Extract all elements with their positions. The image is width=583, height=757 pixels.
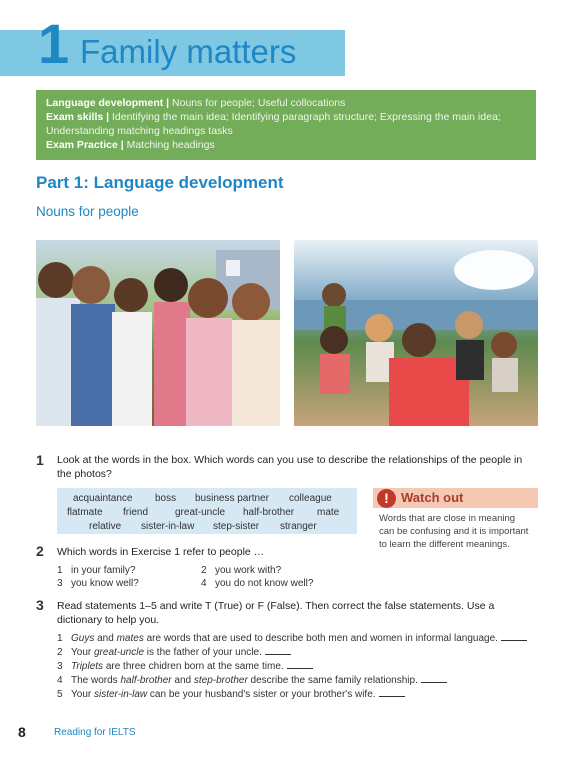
friends-photo-image [294,240,538,426]
word-box-item: flatmate [67,507,103,518]
watch-out-header [373,488,538,508]
overview-line-skills: Exam skills | Identifying the main idea; Identifying paragraph structure; Expressing the main idea; Understanding matching headings tasks [46,111,501,137]
word-box-item: colleague [289,493,332,504]
section-title: Nouns for people [36,204,139,219]
word-box-item: mate [317,507,340,518]
exercise-1-instructions: Look at the words in the box. Which words can you use to describe the relationships of the people in the photos? [57,454,523,480]
word-box-item: relative [89,521,122,532]
exercise-2-number: 2 [36,543,44,559]
answer-blank[interactable] [287,661,313,669]
unit-title: Family matters [80,33,297,70]
overview-line-language: Language development | Nouns for people; Useful collocations [46,97,346,109]
answer-blank[interactable] [265,647,291,655]
exercise-3-item: 3 Triplets are three chidren born at the same time. [57,661,313,672]
exercise-3-item: 4 The words half-brother and step-brother describe the same family relationship. [57,675,447,686]
overview-line-practice: Exam Practice | Matching headings [46,139,215,151]
exercise-3-instructions: Read statements 1–5 and write T (True) or F (False). Then correct the false statements. Use a dictionary to help you. [57,600,495,626]
family-photo-image [36,240,280,426]
family-photo [36,240,280,426]
answer-blank[interactable] [379,689,405,697]
answer-blank[interactable] [501,633,527,641]
watch-out-box [373,488,538,555]
exercise-2-item: 4 you do not know well? [201,578,314,589]
word-box-item: stranger [280,521,317,532]
part-title: Part 1: Language development [36,173,284,192]
page-number: 8 [18,724,26,740]
watch-out-title: Watch out [401,490,464,505]
unit-overview [36,90,536,160]
word-box [57,488,357,534]
exclamation-icon: ! [377,489,396,508]
word-box-item: boss [155,493,177,504]
exercise-1-number: 1 [36,452,44,468]
answer-blank[interactable] [421,675,447,683]
exercise-3-item: 5 Your sister-in-law can be your husband's sister or your brother's wife. [57,689,405,700]
unit-number: 1 [38,12,70,75]
word-box-item: step-sister [213,521,260,532]
friends-photo [294,240,538,426]
word-box-item: sister-in-law [141,521,195,532]
unit-header [0,12,345,76]
word-box-item: friend [123,507,149,518]
exercise-3-number: 3 [36,597,44,613]
exercise-3-item: 1 Guys and mates are words that are used to describe both men and women in informal language. [57,633,527,644]
word-box-item: acquaintance [73,493,133,504]
exercise-2-item: 3 you know well? [57,578,139,589]
book-title: Reading for IELTS [54,727,136,738]
watch-out-text: Words that are close in meaning can be confusing and it is important to learn the different meanings. [379,513,529,550]
exercise-3-item: 2 Your great-uncle is the father of your uncle. [57,647,291,658]
exercise-2-item: 2 you work with? [201,565,282,576]
word-box-item: half-brother [243,507,295,518]
exercise-2-instructions: Which words in Exercise 1 refer to people … [57,546,265,558]
word-box-item: great-uncle [175,507,226,518]
exercise-2-item: 1 in your family? [57,565,136,576]
word-box-item: business partner [195,493,269,504]
